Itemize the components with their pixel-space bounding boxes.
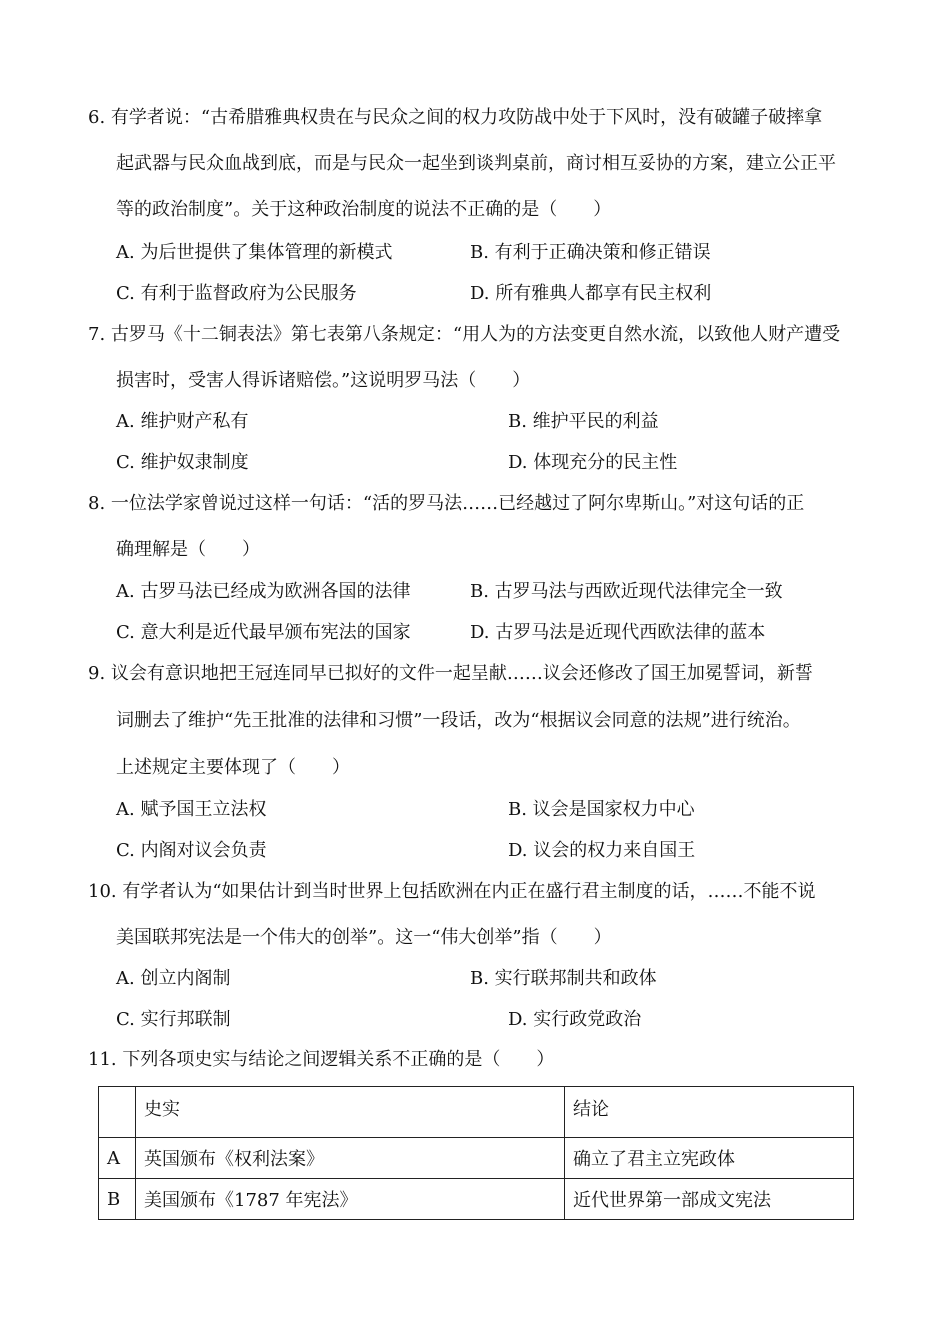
q10-stem-line1: 10. 有学者认为“如果估计到当时世界上包括欧洲在内正在盛行君主制度的话，……不能不说 (88, 881, 816, 902)
q9-stem-line3: 上述规定主要体现了（ ） (116, 757, 350, 778)
q6-stem-line1: 6. 有学者说：“古希腊雅典权贵在与民众之间的权力攻防战中处于下风时，没有破罐子破摔拿 (88, 107, 823, 128)
q7-option-c: C. 维护奴隶制度 (116, 452, 249, 473)
q10-option-d: D. 实行政党政治 (508, 1009, 642, 1030)
q8-option-d: D. 古罗马法是近现代西欧法律的蓝本 (470, 622, 766, 643)
q8-option-b: B. 古罗马法与西欧近现代法律完全一致 (470, 581, 783, 602)
q8-stem-line2: 确理解是（ ） (116, 539, 260, 560)
q7-stem-line1: 7. 古罗马《十二铜表法》第七表第八条规定：“用人为的方法变更自然水流，以致他人财产遭受 (88, 324, 841, 345)
q6-stem-line3: 等的政治制度”。关于这种政治制度的说法不正确的是（ ） (116, 199, 612, 220)
header-cell-blank (99, 1087, 136, 1138)
q10-option-a: A. 创立内阁制 (116, 968, 231, 989)
row-label: A (99, 1138, 136, 1179)
facts-table (98, 1086, 854, 1220)
q6-option-c: C. 有利于监督政府为公民服务 (116, 283, 357, 304)
q9-option-b: B. 议会是国家权力中心 (508, 799, 695, 820)
q7-option-d: D. 体现充分的民主性 (508, 452, 678, 473)
q7-stem-line2: 损害时，受害人得诉诸赔偿。”这说明罗马法（ ） (116, 370, 531, 391)
row-fact: 美国颁布《1787 年宪法》 (136, 1179, 565, 1220)
row-fact: 英国颁布《权利法案》 (136, 1138, 565, 1179)
table-row (99, 1138, 854, 1179)
q11-stem: 11. 下列各项史实与结论之间逻辑关系不正确的是（ ） (88, 1049, 555, 1070)
q6-option-b: B. 有利于正确决策和修正错误 (470, 242, 711, 263)
q8-stem-line1: 8. 一位法学家曾说过这样一句话：“活的罗马法……已经越过了阿尔卑斯山。”对这句话的正 (88, 493, 805, 514)
q10-option-c: C. 实行邦联制 (116, 1009, 231, 1030)
q10-stem-line2: 美国联邦宪法是一个伟大的创举”。这一“伟大创举”指（ ） (116, 927, 612, 948)
q7-option-a: A. 维护财产私有 (116, 411, 249, 432)
q6-option-d: D. 所有雅典人都享有民主权利 (470, 283, 712, 304)
row-conclusion: 确立了君主立宪政体 (565, 1138, 854, 1179)
row-label: B (99, 1179, 136, 1220)
q6-option-a: A. 为后世提供了集体管理的新模式 (116, 242, 393, 263)
table-header-row (99, 1087, 854, 1138)
table-row (99, 1179, 854, 1220)
q9-stem-line2: 词删去了维护“先王批准的法律和习惯”一段话，改为“根据议会同意的法规”进行统治。 (116, 710, 801, 731)
header-cell-facts: 史实 (136, 1087, 565, 1138)
q8-option-a: A. 古罗马法已经成为欧洲各国的法律 (116, 581, 411, 602)
header-cell-conclusion: 结论 (565, 1087, 854, 1138)
q9-option-d: D. 议会的权力来自国王 (508, 840, 696, 861)
q9-option-a: A. 赋予国王立法权 (116, 799, 267, 820)
q8-option-c: C. 意大利是近代最早颁布宪法的国家 (116, 622, 411, 643)
q6-stem-line2: 起武器与民众血战到底，而是与民众一起坐到谈判桌前，商讨相互妥协的方案，建立公正平 (116, 153, 836, 174)
q9-stem-line1: 9. 议会有意识地把王冠连同早已拟好的文件一起呈献……议会还修改了国王加冕誓词，新誓 (88, 663, 813, 684)
q9-option-c: C. 内阁对议会负责 (116, 840, 267, 861)
q10-option-b: B. 实行联邦制共和政体 (470, 968, 657, 989)
row-conclusion: 近代世界第一部成文宪法 (565, 1179, 854, 1220)
q7-option-b: B. 维护平民的利益 (508, 411, 659, 432)
